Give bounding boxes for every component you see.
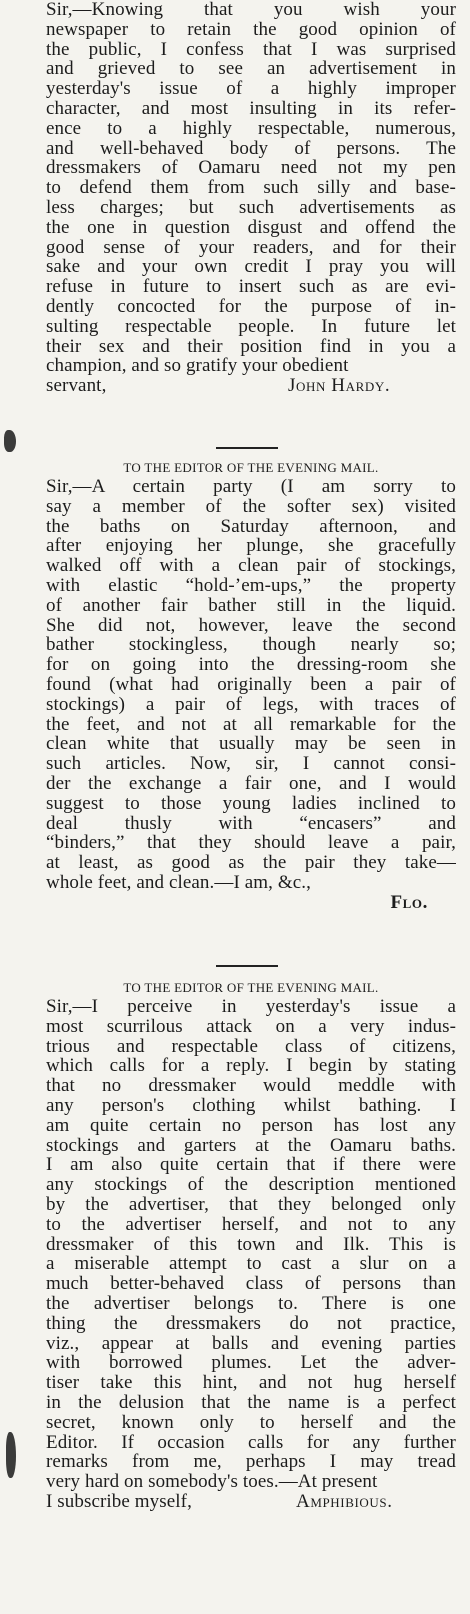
text-line: and grieved to see an advertisement in (46, 58, 456, 80)
text-line: Sir,—I perceive in yesterday's issue a (46, 996, 456, 1017)
text-line: “binders,” that they should leave a pair, (46, 832, 456, 854)
text-line: very hard on somebody's toes.—At present (46, 1471, 378, 1493)
text-line: whole feet, and clean.—I am, &c., (46, 871, 311, 893)
text-line: Sir,—Knowing that you wish your (46, 0, 456, 20)
letter-flo (46, 460, 456, 913)
text-line: stockings) a pair of legs, with traces of (46, 693, 456, 715)
text-line: dressmaker of this town and Ilk. This is (46, 1233, 456, 1255)
closing-text: servant, (46, 375, 107, 397)
text-line: secret, known only to herself and the (46, 1411, 456, 1433)
text-line: tiser take this hint, and not hug herself (46, 1372, 456, 1394)
text-line: in the delusion that the name is a perfect (46, 1391, 456, 1413)
letter-body (46, 0, 456, 376)
text-line: good sense of your readers, and for their (46, 236, 456, 258)
signature: Flo. (390, 891, 428, 913)
text-line: most scurrilous attack on a very indus- (46, 1015, 456, 1037)
text-line: with elastic “hold-’em-ups,” the property (46, 574, 456, 596)
text-line: sulting respectable people. In future let (46, 315, 456, 337)
text-line: bather stockingless, though nearly so; (46, 634, 456, 656)
text-line: dressmakers of Oamaru need not my pen (46, 157, 456, 179)
text-line: champion, and so gratify your obedient (46, 355, 349, 377)
text-line: found (what had originally been a pair of (46, 673, 456, 695)
text-line: by the advertiser, that they belonged only (46, 1193, 456, 1215)
letter-hardy (46, 0, 456, 396)
text-line: to defend them from such silly and base- (46, 177, 456, 199)
text-line: say a member of the softer sex) visited (46, 495, 456, 517)
text-line: character, and most insulting in its refer- (46, 97, 456, 119)
text-line: der the exchange a fair one, and I would (46, 772, 456, 794)
letter-amphibious (46, 980, 456, 1512)
text-line: sake and your own credit I pray you will (46, 256, 456, 278)
ink-blot (6, 1432, 16, 1478)
text-line: I am also quite certain that if there were (46, 1154, 456, 1176)
text-line: any person's clothing whilst bathing. I (46, 1094, 456, 1116)
text-line: such articles. Now, sir, I cannot consi- (46, 753, 456, 775)
text-line: after enjoying her plunge, she gracefully (46, 535, 456, 557)
text-line: dently concocted for the purpose of in- (46, 295, 456, 317)
text-line: of another fair bather still in the liquid. (46, 594, 456, 616)
letter-body (46, 997, 456, 1492)
text-line: Editor. If occasion calls for any further (46, 1431, 456, 1453)
section-divider (216, 965, 278, 967)
letter-closing-row (46, 1492, 456, 1512)
text-line: Sir,—A certain party (I am sorry to (46, 476, 456, 497)
closing-text: I subscribe myself, (46, 1490, 192, 1512)
text-line: and well-behaved body of persons. The (46, 137, 456, 159)
text-line: She did not, however, leave the second (46, 614, 456, 636)
text-line: less charges; but such advertisements as (46, 196, 456, 218)
text-line: suggest to those young ladies inclined to (46, 792, 456, 814)
text-line: thing the dressmakers do not practice, (46, 1312, 456, 1334)
letter-heading: TO THE EDITOR OF THE EVENING MAIL. (123, 980, 379, 995)
text-line: that no dressmaker would meddle with (46, 1075, 456, 1097)
text-line: newspaper to retain the good opinion of (46, 18, 456, 40)
text-line: trious and respectable class of citizens, (46, 1035, 456, 1057)
text-line: with borrowed plumes. Let the adver- (46, 1352, 456, 1374)
text-line: the baths on Saturday afternoon, and (46, 515, 456, 537)
ink-blot (4, 430, 16, 452)
text-line: refuse in future to insert such as are evi- (46, 276, 456, 298)
letter-heading: TO THE EDITOR OF THE EVENING MAIL. (123, 460, 379, 475)
text-line: at least, as good as the pair they take— (46, 852, 456, 874)
letter-body (46, 477, 456, 893)
text-line: for on going into the dressing-room she (46, 654, 456, 676)
letter-signature-row (46, 893, 456, 913)
text-line: the feet, and not at all remarkable for the (46, 713, 456, 735)
text-line: the one in question disgust and offend the (46, 216, 456, 238)
letter-closing-row (46, 376, 456, 396)
text-line: yesterday's issue of a highly improper (46, 78, 456, 100)
text-line: much better-behaved class of persons than (46, 1273, 456, 1295)
text-line: deal thusly with “encasers” and (46, 812, 456, 834)
text-line: remarks from me, perhaps I may tread (46, 1451, 456, 1473)
text-line: to the advertiser herself, and not to any (46, 1213, 456, 1235)
signature: John Hardy. (288, 375, 391, 397)
text-line: walked off with a clean pair of stockings, (46, 555, 456, 577)
text-line: clean white that usually may be seen in (46, 733, 456, 755)
text-line: any stockings of the description mentioned (46, 1174, 456, 1196)
text-line: a miserable attempt to cast a slur on a (46, 1253, 456, 1275)
text-line: ence to a highly respectable, numerous, (46, 117, 456, 139)
text-line: the advertiser belongs to. There is one (46, 1292, 456, 1314)
text-line: which calls for a reply. I begin by stating (46, 1055, 456, 1077)
section-divider (216, 447, 278, 449)
signature: Amphibious. (296, 1490, 393, 1512)
text-line: the public, I confess that I was surprised (46, 38, 456, 60)
text-line: am quite certain no person has lost any (46, 1114, 456, 1136)
text-line: viz., appear at balls and evening parties (46, 1332, 456, 1354)
text-line: stockings and garters at the Oamaru baths. (46, 1134, 456, 1156)
text-line: their sex and their position find in you a (46, 335, 456, 357)
